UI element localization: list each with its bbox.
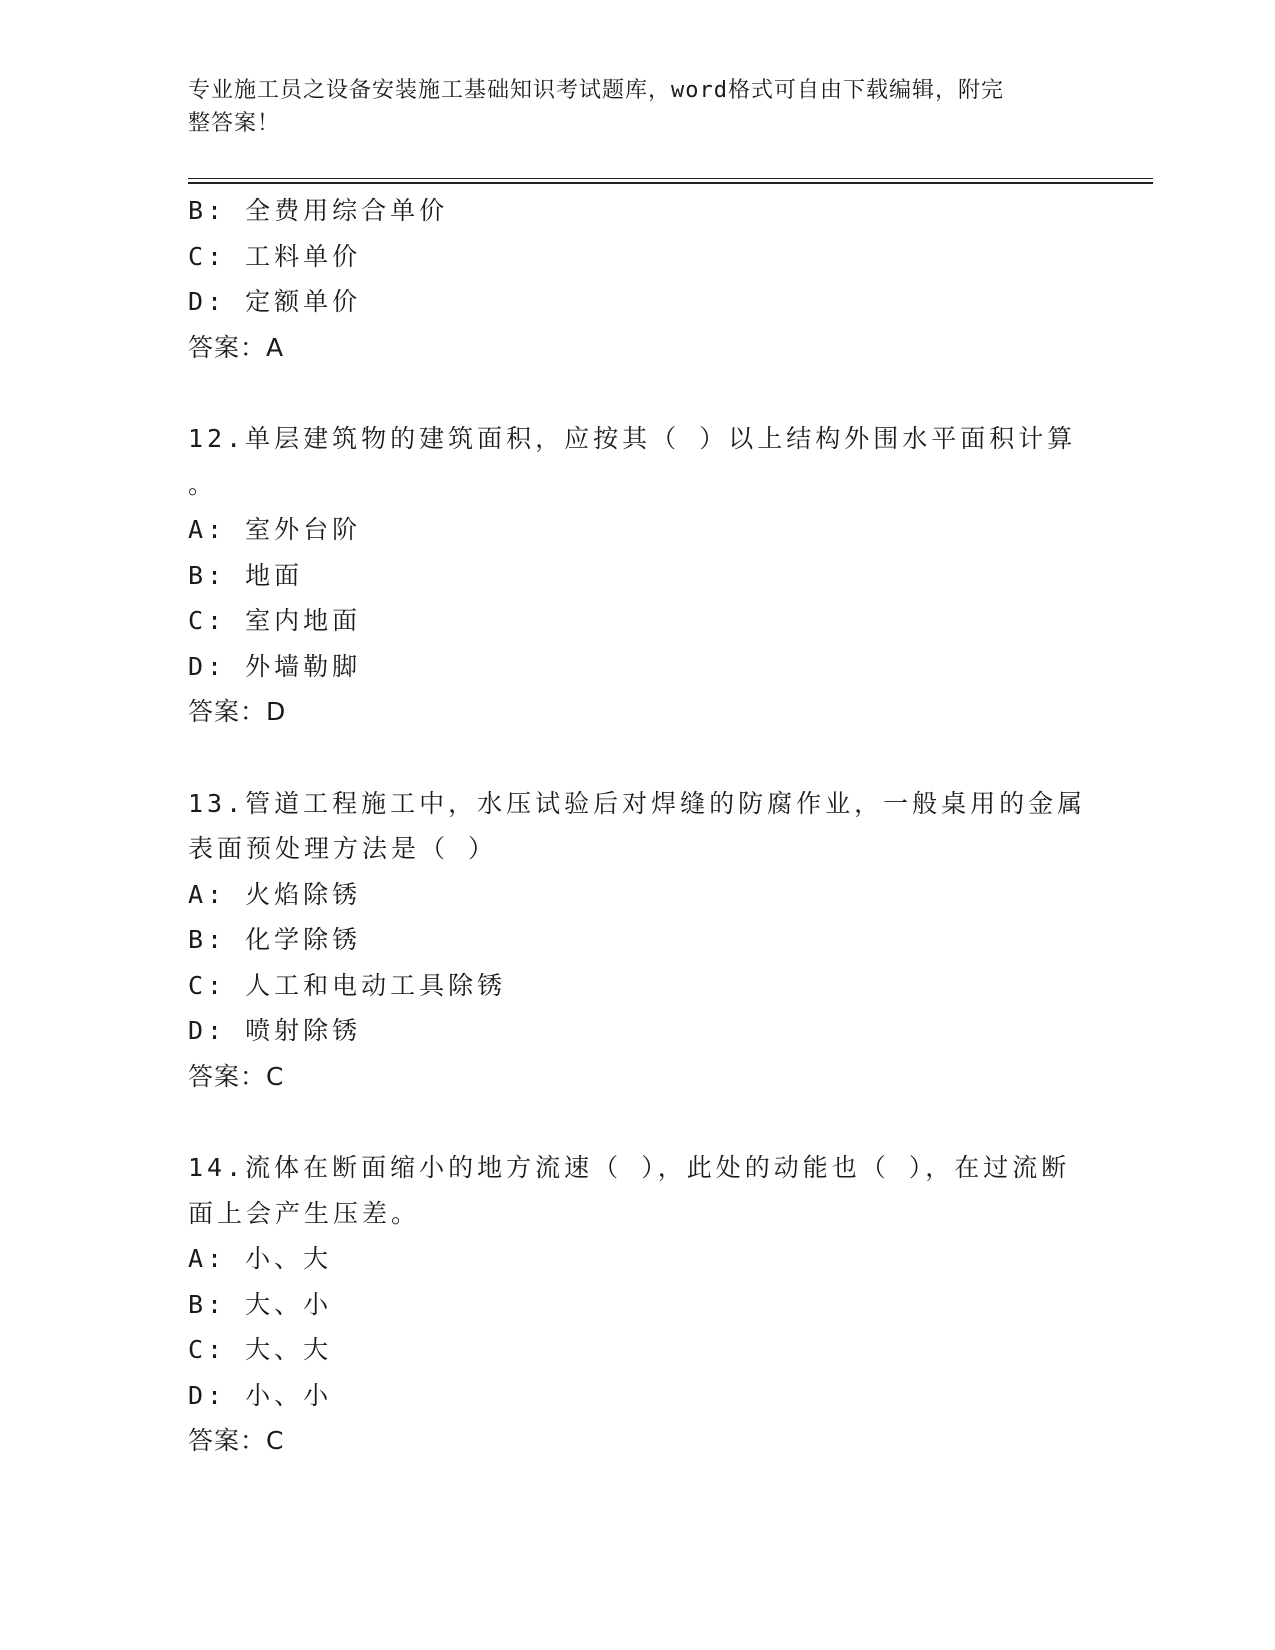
question-text xyxy=(188,781,1087,872)
question-text-line-1: 13.管道工程施工中，水压试验后对焊缝的防腐作业，一般桌用的金属 xyxy=(188,788,1087,818)
option-a: A: 火焰除锈 xyxy=(188,879,362,909)
option-d: D: 定额单价 xyxy=(188,287,362,316)
option-b: B: 地面 xyxy=(188,560,304,590)
question-text-line-2: 表面预处理方法是（ ） xyxy=(188,834,498,863)
answer-label: 答案：D xyxy=(188,697,287,726)
answer-label: 答案：A xyxy=(188,332,285,362)
option-b: B: 化学除锈 xyxy=(188,925,362,954)
option-d: D: 喷射除锈 xyxy=(188,1016,362,1045)
question-12 xyxy=(188,416,1088,735)
option-d: D: 小、小 xyxy=(188,1380,333,1410)
document-header xyxy=(188,74,1068,140)
question-14 xyxy=(188,1145,1088,1464)
spacer xyxy=(188,370,1088,416)
question-text-line-2: 面上会产生压差。 xyxy=(188,1198,421,1228)
option-c: C: 室内地面 xyxy=(188,606,362,635)
question-text-line-1: 14.流体在断面缩小的地方流速（ ），此处的动能也（ ），在过流断 xyxy=(188,1153,1071,1182)
question-text-line-2: 。 xyxy=(188,469,218,499)
option-c: C: 工料单价 xyxy=(188,241,362,271)
header-line-1: 专业施工员之设备安装施工基础知识考试题库，word格式可自由下载编辑，附完 xyxy=(188,78,1004,103)
answer-label: 答案：C xyxy=(188,1426,285,1455)
question-list xyxy=(188,188,1088,1464)
question-text xyxy=(188,1145,1071,1236)
answer-label: 答案：C xyxy=(188,1061,285,1091)
option-c: C: 人工和电动工具除锈 xyxy=(188,970,507,1000)
header-divider-thick xyxy=(188,182,1153,184)
question-text xyxy=(188,416,1077,507)
option-a: A: 小、大 xyxy=(188,1244,333,1273)
spacer xyxy=(188,1099,1088,1145)
question-text-line-1: 12.单层建筑物的建筑面积，应按其（ ）以上结构外围水平面积计算 xyxy=(188,424,1077,453)
option-c: C: 大、大 xyxy=(188,1335,333,1364)
option-b: B: 全费用综合单价 xyxy=(188,196,449,225)
option-d: D: 外墙勒脚 xyxy=(188,651,362,681)
option-b: B: 大、小 xyxy=(188,1289,333,1319)
question-13 xyxy=(188,781,1088,1100)
question-11 xyxy=(188,188,1088,370)
header-line-2: 整答案！ xyxy=(188,111,281,136)
option-a: A: 室外台阶 xyxy=(188,515,362,544)
header-divider-thin xyxy=(188,178,1153,179)
spacer xyxy=(188,735,1088,781)
